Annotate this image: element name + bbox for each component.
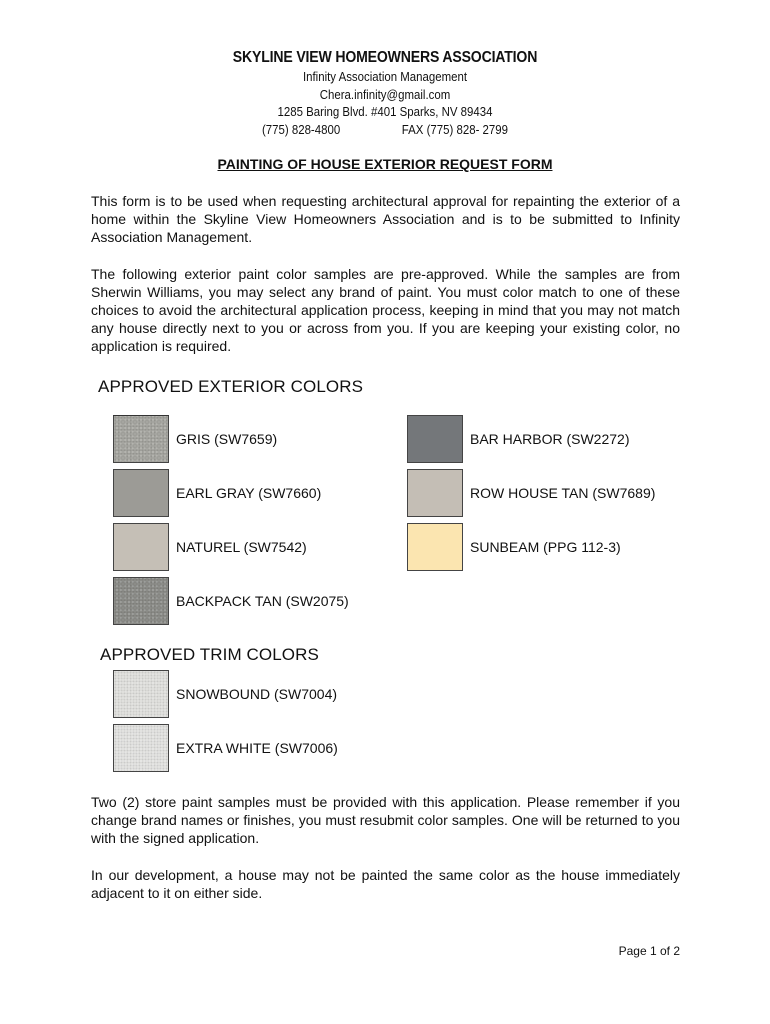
page-number: Page 1 of 2 bbox=[618, 944, 680, 958]
color-row-earl-gray bbox=[113, 469, 321, 517]
intro-paragraph-preapproved: The following exterior paint color samples are pre-approved. While the samples are from Sherwin Williams, you may select any brand of paint. You must color match to one of these choices to avoid the architectural application process, keeping in mind that you may not match any house directly next to you or across from you. If you are keeping your existing color, no application is required. bbox=[91, 266, 680, 354]
mailing-address: 1285 Baring Blvd. #401 Sparks, NV 89434 bbox=[277, 104, 493, 119]
color-row-backpack-tan bbox=[113, 577, 349, 625]
color-label-bar-harbor: BAR HARBOR (SW2272) bbox=[470, 431, 630, 447]
color-row-sunbeam bbox=[407, 523, 621, 571]
color-label-earl-gray: EARL GRAY (SW7660) bbox=[176, 485, 322, 501]
association-name: SKYLINE VIEW HOMEOWNERS ASSOCIATION bbox=[232, 49, 538, 66]
adjacent-house-paragraph: In our development, a house may not be painted the same color as the house immediately adjacent to it on either side. bbox=[91, 867, 680, 901]
contact-email: Chera.infinity@gmail.com bbox=[319, 86, 451, 102]
color-swatch-snowbound bbox=[113, 670, 169, 718]
color-label-gris: GRIS (SW7659) bbox=[176, 431, 278, 447]
color-swatch-extra-white bbox=[113, 724, 169, 772]
color-row-gris bbox=[113, 415, 277, 463]
fax-number: FAX (775) 828- 2799 bbox=[401, 121, 509, 137]
color-swatch-gris bbox=[113, 415, 169, 463]
trim-colors-heading: APPROVED TRIM COLORS bbox=[100, 645, 319, 664]
color-swatch-earl-gray bbox=[113, 469, 169, 517]
color-label-row-house-tan: ROW HOUSE TAN (SW7689) bbox=[470, 485, 656, 501]
color-swatch-bar-harbor bbox=[407, 415, 463, 463]
color-label-backpack-tan: BACKPACK TAN (SW2075) bbox=[176, 593, 349, 609]
color-row-snowbound bbox=[113, 670, 337, 718]
samples-paragraph: Two (2) store paint samples must be provided with this application. Please remember if you change brand names or finishes, you must resubmit color samples. One will be returned to you with the signed application. bbox=[91, 794, 680, 846]
exterior-colors-heading: APPROVED EXTERIOR COLORS bbox=[98, 377, 364, 396]
phone-number: (775) 828-4800 bbox=[261, 121, 341, 137]
management-company: Infinity Association Management bbox=[302, 69, 468, 84]
color-row-extra-white bbox=[113, 724, 338, 772]
form-title: PAINTING OF HOUSE EXTERIOR REQUEST FORM bbox=[217, 156, 553, 172]
color-swatch-backpack-tan bbox=[113, 577, 169, 625]
swatch-divider bbox=[113, 415, 169, 416]
color-swatch-row-house-tan bbox=[407, 469, 463, 517]
color-swatch-naturel bbox=[113, 523, 169, 571]
color-row-bar-harbor bbox=[407, 415, 629, 463]
color-label-naturel: NATUREL (SW7542) bbox=[176, 539, 307, 555]
color-swatch-sunbeam bbox=[407, 523, 463, 571]
color-label-sunbeam: SUNBEAM (PPG 112-3) bbox=[470, 539, 621, 555]
color-row-row-house-tan bbox=[407, 469, 655, 517]
color-row-naturel bbox=[113, 523, 307, 571]
color-label-extra-white: EXTRA WHITE (SW7006) bbox=[176, 740, 338, 756]
color-label-snowbound: SNOWBOUND (SW7004) bbox=[176, 686, 338, 702]
intro-paragraph-purpose: This form is to be used when requesting architectural approval for repainting the exterior of a home within the Skyline View Homeowners Association and is to be submitted to Infinity Association Management. bbox=[91, 193, 680, 245]
phone-fax-line bbox=[46, 121, 724, 139]
letterhead bbox=[0, 48, 770, 138]
